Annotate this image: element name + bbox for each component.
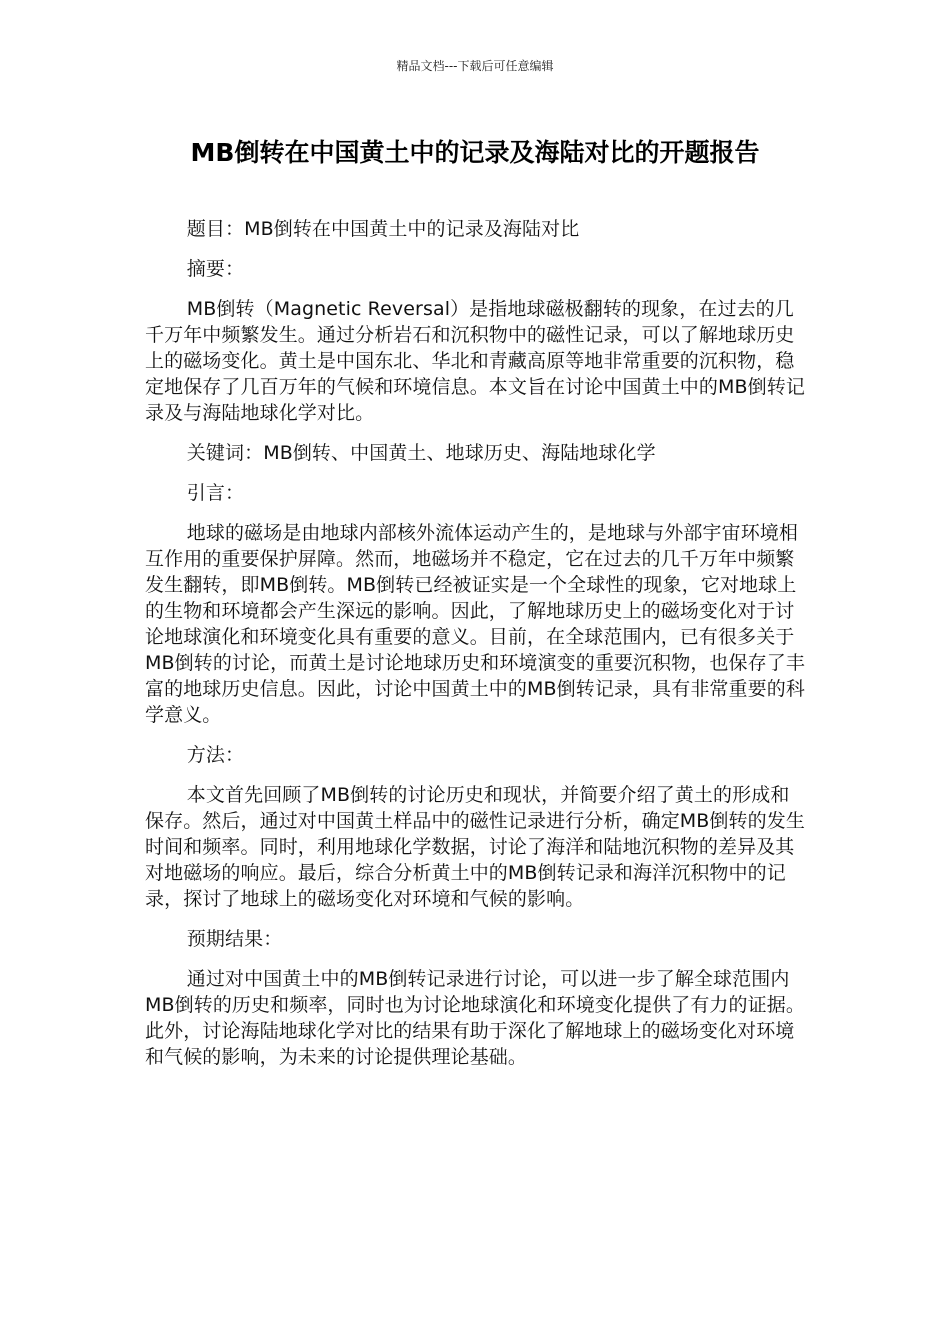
expected-results-heading: 预期结果： [186,928,283,950]
introduction-paragraph: 地球的磁场是由地球内部核外流体运动产生的，是地球与外部宇宙环境相互作用的重要保护屏障。然而，地磁场并不稳定，它在过去的几千万年中频繁发生翻转，即MB倒转。MB倒转已经被证实是一个全球性的现象，它对地球上的生物和环境都会产生深远的影响。因此，了解地球历史上的磁场变化对于讨论地球演化和环境变化具有重要的意义。目前，在全球范围内，已有很多关于MB倒转的讨论，而黄土是讨论地球历史和环境演变的重要沉积物，也保存了丰富的地球历史信息。因此，讨论中国黄土中的MB倒转记录，具有非常重要的科学意义。 [145,522,805,726]
page-header-note: 精品文档---下载后可任意编辑 [396,59,554,73]
abstract-paragraph: MB倒转（Magnetic Reversal）是指地球磁极翻转的现象，在过去的几千万年中频繁发生。通过分析岩石和沉积物中的磁性记录，可以了解地球历史上的磁场变化。黄土是中国东北、华北和青藏高原等地非常重要的沉积物，稳定地保存了几百万年的气候和环境信息。本文旨在讨论中国黄土中的MB倒转记录及与海陆地球化学对比。 [145,298,805,424]
methods-heading: 方法： [186,744,245,766]
document-body [145,216,805,1084]
topic-line: 题目：MB倒转在中国黄土中的记录及海陆对比 [186,218,580,240]
introduction-heading: 引言： [186,482,245,504]
methods-paragraph: 本文首先回顾了MB倒转的讨论历史和现状，并简要介绍了黄土的形成和保存。然后，通过对中国黄土样品中的磁性记录进行分析，确定MB倒转的发生时间和频率。同时，利用地球化学数据，讨论了海洋和陆地沉积物的差异及其对地磁场的响应。最后，综合分析黄土中的MB倒转记录和海洋沉积物中的记录，探讨了地球上的磁场变化对环境和气候的影响。 [145,784,805,910]
keywords-line: 关键词：MB倒转、中国黄土、地球历史、海陆地球化学 [186,442,656,464]
expected-results-paragraph: 通过对中国黄土中的MB倒转记录进行讨论，可以进一步了解全球范围内MB倒转的历史和频率，同时也为讨论地球演化和环境变化提供了有力的证据。此外，讨论海陆地球化学对比的结果有助于深化了解地球上的磁场变化对环境和气候的影响，为未来的讨论提供理论基础。 [145,968,805,1068]
document-title: MB倒转在中国黄土中的记录及海陆对比的开题报告 [190,138,760,167]
abstract-heading: 摘要： [186,258,245,280]
